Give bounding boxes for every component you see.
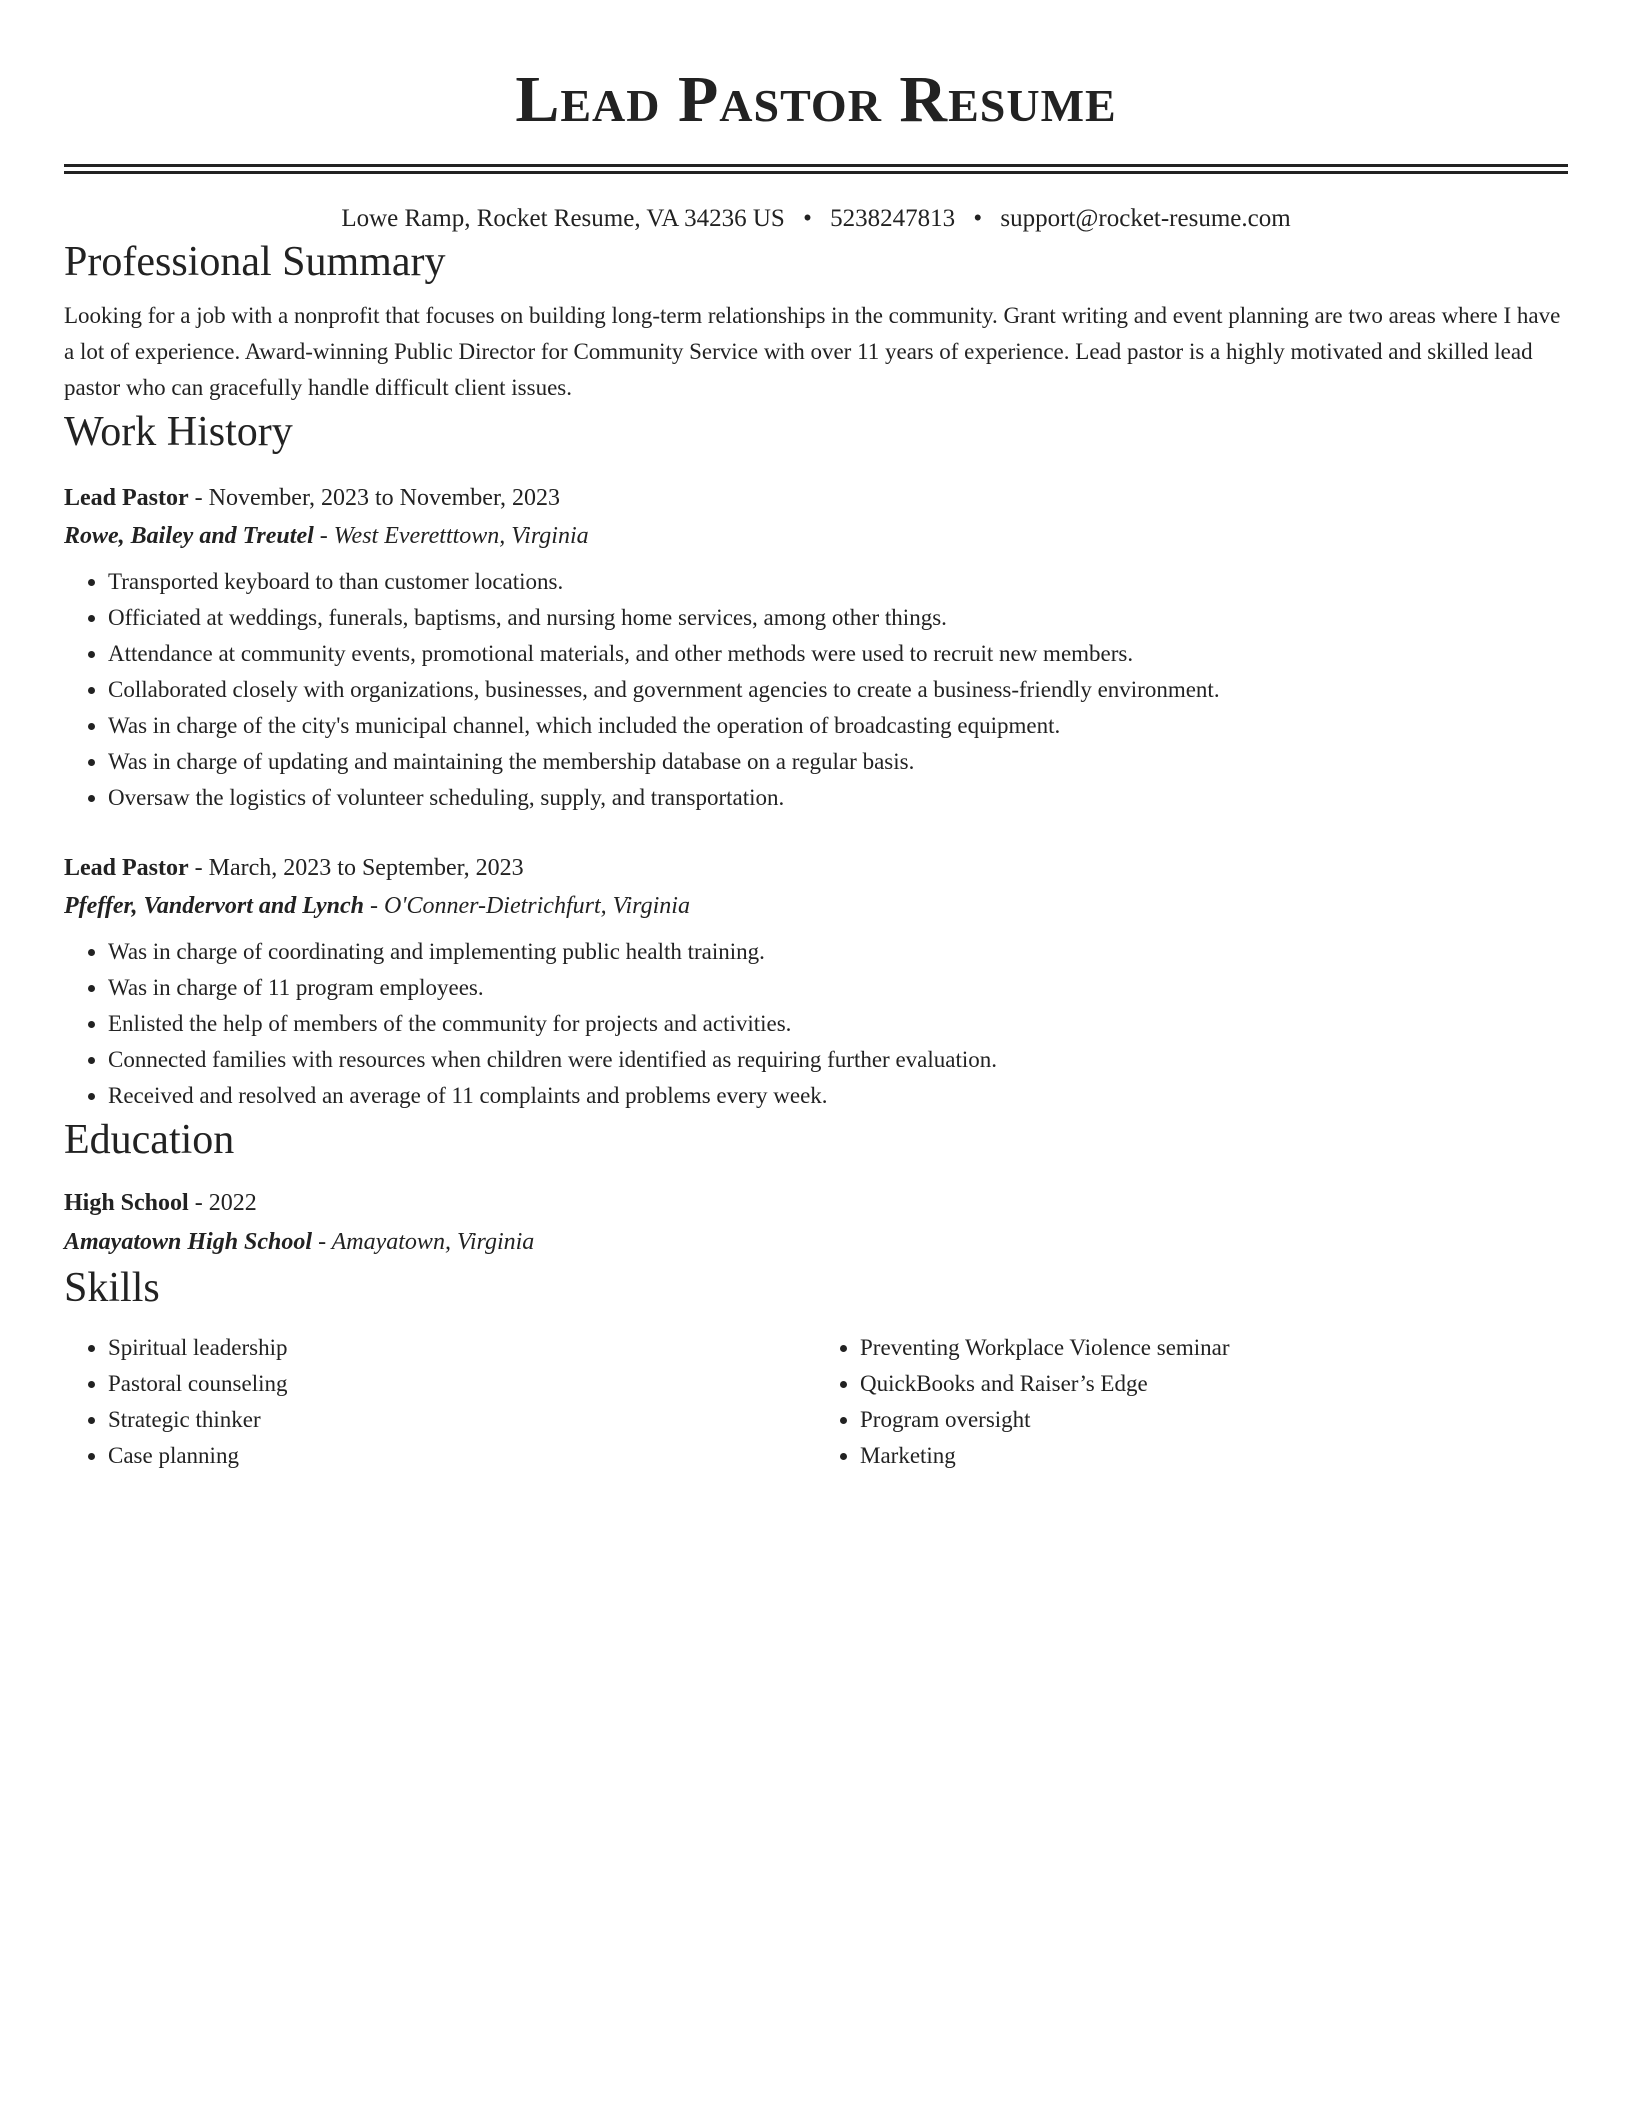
contact-address: Lowe Ramp, Rocket Resume, VA 34236 US bbox=[341, 205, 785, 232]
skill-item: • Preventing Workplace Violence seminar bbox=[860, 1330, 1568, 1366]
education-school: Amayatown High School bbox=[64, 1229, 313, 1255]
job-duty: • Collaborated closely with organizations, businesses, and government agencies to create a business-friendly environment. bbox=[108, 672, 1568, 708]
skills-list-right bbox=[816, 1330, 1568, 1474]
job-location: - West Everetttown, Virginia bbox=[313, 523, 589, 549]
job-dates: - March, 2023 to September, 2023 bbox=[188, 855, 524, 881]
skill-item: • Program oversight bbox=[860, 1402, 1568, 1438]
education-degree: High School bbox=[64, 1190, 189, 1216]
job-duties-list bbox=[64, 564, 1568, 816]
education-entry bbox=[64, 1184, 1568, 1262]
job-entry bbox=[64, 480, 1568, 816]
job-entry bbox=[64, 850, 1568, 1114]
job-employer-line bbox=[64, 886, 1568, 926]
skill-item: • Spiritual leadership bbox=[108, 1330, 816, 1366]
skill-item: • QuickBooks and Raiser’s Edge bbox=[860, 1366, 1568, 1402]
skill-item: • Marketing bbox=[860, 1438, 1568, 1474]
job-dates: - November, 2023 to November, 2023 bbox=[188, 485, 560, 511]
job-title-line bbox=[64, 480, 1568, 516]
work-history-heading: Work History bbox=[64, 409, 293, 455]
education-year: - 2022 bbox=[188, 1190, 257, 1216]
job-duty: • Was in charge of updating and maintaining the membership database on a regular basis. bbox=[108, 744, 1568, 780]
skills-list-left bbox=[64, 1330, 816, 1474]
job-role: Lead Pastor bbox=[64, 485, 189, 511]
job-location: - O'Conner-Dietrichfurt, Virginia bbox=[364, 893, 690, 919]
job-duty: • Oversaw the logistics of volunteer scheduling, supply, and transportation. bbox=[108, 780, 1568, 816]
job-role: Lead Pastor bbox=[64, 855, 189, 881]
contact-separator: • bbox=[973, 205, 983, 232]
skills-columns bbox=[64, 1330, 1568, 1474]
job-employer-line bbox=[64, 516, 1568, 556]
contact-separator: • bbox=[803, 205, 812, 232]
skill-item: • Case planning bbox=[108, 1438, 816, 1474]
education-location: - Amayatown, Virginia bbox=[312, 1229, 535, 1255]
resume-page bbox=[64, 0, 1568, 1474]
job-duty: • Connected families with resources when children were identified as requiring further evaluation. bbox=[108, 1042, 1568, 1078]
education-heading: Education bbox=[64, 1117, 235, 1163]
job-duty: • Was in charge of coordinating and implementing public health training. bbox=[108, 934, 1568, 970]
education-school-line bbox=[64, 1222, 1568, 1262]
skill-item: • Pastoral counseling bbox=[108, 1366, 816, 1402]
job-duties-list bbox=[64, 934, 1568, 1114]
job-duty: • Was in charge of 11 program employees. bbox=[108, 970, 1568, 1006]
contact-line bbox=[64, 202, 1568, 236]
summary-text: Looking for a job with a nonprofit that focuses on building long-term relationships in the community. Grant writing and event planning are two areas where I have a lot of experience. Award-winning Public Director for Community Service with over 11 years of experience. Lead pastor is a highly motivated and skilled lead pastor who can gracefully handle difficult client issues. bbox=[64, 303, 1561, 400]
job-duty: • Attendance at community events, promotional materials, and other methods were used to recruit new members. bbox=[108, 636, 1568, 672]
job-title-line bbox=[64, 850, 1568, 886]
job-duty: • Officiated at weddings, funerals, baptisms, and nursing home services, among other things. bbox=[108, 600, 1568, 636]
job-duty: • Received and resolved an average of 11 complaints and problems every week. bbox=[108, 1078, 1568, 1114]
resume-title: Lead Pastor Resume bbox=[515, 63, 1117, 136]
skills-heading: Skills bbox=[64, 1265, 160, 1311]
contact-phone: 5238247813 bbox=[830, 205, 956, 232]
summary-heading: Professional Summary bbox=[64, 239, 446, 285]
job-duty: • Was in charge of the city's municipal channel, which included the operation of broadcasting equipment. bbox=[108, 708, 1568, 744]
title-double-rule bbox=[64, 164, 1568, 174]
education-degree-line bbox=[64, 1184, 1568, 1222]
contact-email: support@rocket-resume.com bbox=[1000, 205, 1291, 232]
skill-item: • Strategic thinker bbox=[108, 1402, 816, 1438]
job-employer: Pfeffer, Vandervort and Lynch bbox=[64, 893, 364, 919]
job-duty: • Enlisted the help of members of the community for projects and activities. bbox=[108, 1006, 1568, 1042]
job-employer: Rowe, Bailey and Treutel bbox=[64, 523, 314, 549]
job-duty: • Transported keyboard to than customer locations. bbox=[108, 564, 1568, 600]
